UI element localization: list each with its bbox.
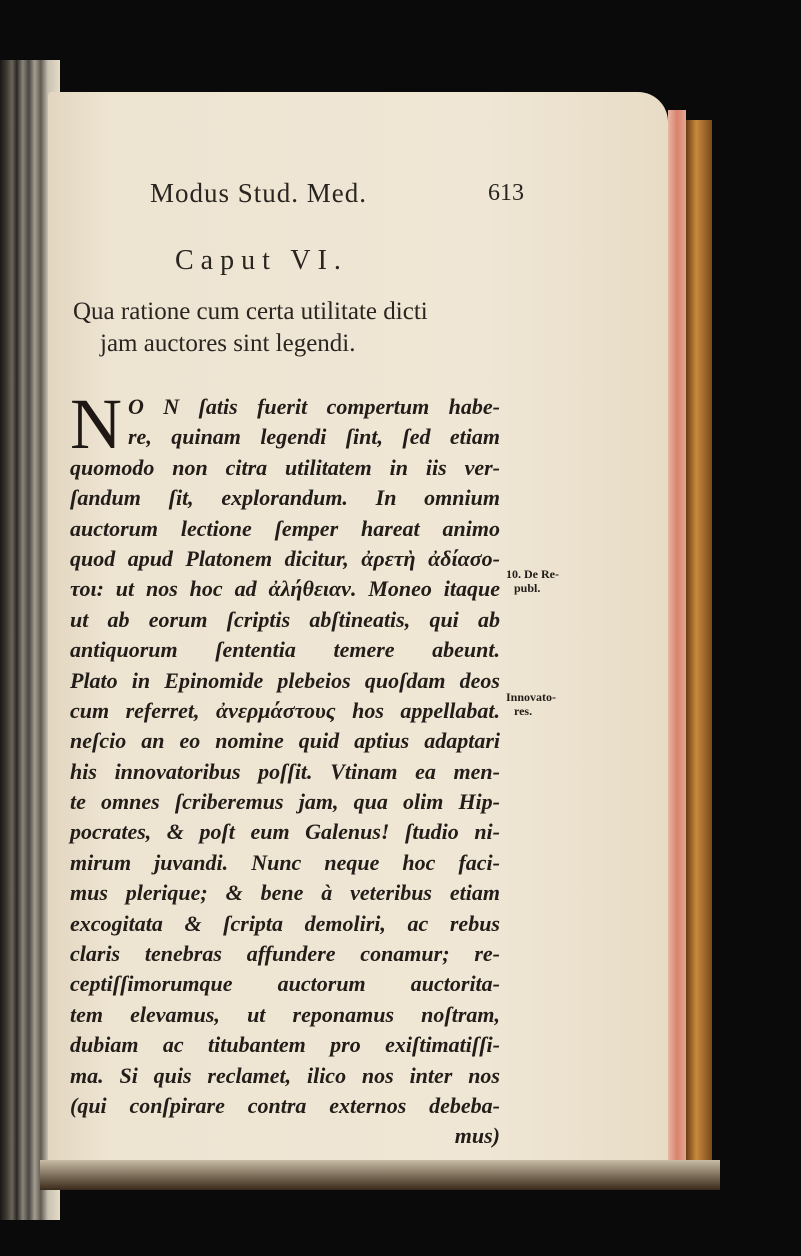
text-line: Plato in Epinomide plebeios quoſdam deos [70,667,500,693]
text-line: his innovatoribus poſſit. Vtinam ea men- [70,758,500,784]
text-line: ceptiſſimorumque auctorum auctorita- [70,971,500,997]
margin-note-line: res. [514,704,533,718]
text-line: cum referret, ἀνερμάστους hos appellabat. [70,697,500,723]
text-line: ma. Si quis reclamet, ilico nos inter nos [70,1062,500,1088]
text-line: (qui conſpirare contra externos debeba- [70,1092,500,1118]
text-line: mirum juvandi. Nunc neque hoc faci- [70,849,500,875]
margin-note-line: 10. De Re- [506,567,559,581]
page-bottom-shadow [40,1160,720,1190]
chapter-title-line: jam auctores sint legendi. [100,330,356,357]
text-line: neſcio an eo nomine quid aptius adaptari [70,728,500,754]
text-line: quomodo non citra utilitatem in iis ver- [70,454,500,480]
text-line: te omnes ſcriberemus jam, qua olim Hip- [70,789,500,815]
book-cover [686,120,712,1170]
text-line: re, quinam legendi ſint, ſed etiam [128,424,500,450]
text-line: ſandum ſit, explorandum. In omnium [70,485,500,511]
margin-note [506,567,559,595]
text-line: mus) [454,1123,500,1149]
text-line: mus plerique; & bene à veteribus etiam [70,880,500,906]
chapter-heading: Caput VI. [175,245,348,276]
text-line: antiquorum ſententia temere abeunt. [70,637,500,663]
page-number: 613 [488,180,524,206]
body-text [70,392,500,1152]
text-line: claris tenebras affundere conamur; re- [70,941,500,967]
chapter-title-line: Qua ratione cum certa utilitate dicti [73,298,428,325]
text-line: excogitata & ſcripta demoliri, ac rebus [70,910,500,936]
text-line: auctorum lectione ſemper hareat animo [70,515,500,541]
text-line: quod apud Platonem dicitur, ἀρετὴ ἀδίασο- [70,545,500,571]
drop-cap: N [70,384,122,464]
text-line: dubiam ac titubantem pro exiſtimatiſſi- [70,1032,500,1058]
text-line: τοι: ut nos hoc ad ἀλήθειαν. Moneo itaque [70,576,500,602]
margin-note-line: Innovato- [506,690,557,704]
text-line: ut ab eorum ſcriptis abſtineatis, qui ab [70,606,500,632]
running-head: Modus Stud. Med. [150,178,368,208]
margin-note [506,690,556,718]
text-line: tem elevamus, ut reponamus noſtram, [70,1001,500,1027]
text-line: pocrates, & poſt eum Galenus! ſtudio ni- [70,819,500,845]
red-page-edge [668,110,686,1170]
margin-note-line: publ. [514,581,541,595]
text-line: O N ſatis fuerit compertum habe- [128,394,500,419]
